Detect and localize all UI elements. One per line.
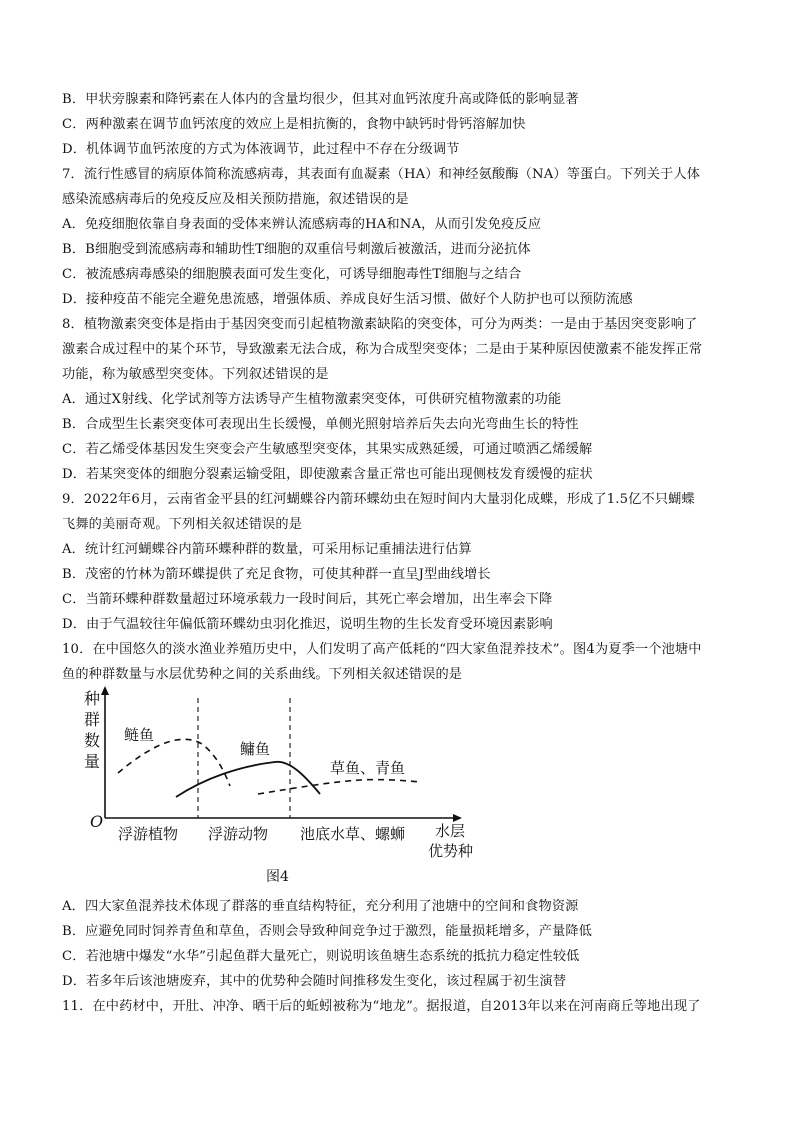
y-axis-arrow — [101, 686, 109, 695]
curve-label: 鳙鱼 — [240, 740, 271, 758]
option-b: B．合成型生长素突变体可表现出生长缓慢，单侧光照射培养后失去向光弯曲生长的特性 — [62, 417, 579, 432]
y-axis-label-char: 数 — [84, 731, 101, 750]
option-b: B．B细胞受到流感病毒和辅助性T细胞的双重信号刺激后被激活，进而分泌抗体 — [62, 242, 531, 257]
question-8-stem: 8．植物激素突变体是指由于基因突变而引起植物激素缺陷的突变体，可分为两类：一是由于基因突变影响了 — [62, 317, 698, 332]
question-7-stem: 7．流行性感冒的病原体简称流感病毒，其表面有血凝素（HA）和神经氨酸酶（NA）等蛋白。下列关于人体 — [62, 167, 701, 182]
question-7-stem: 感染流感病毒后的免疫反应及相关预防措施，叙述错误的是 — [62, 192, 409, 207]
grass-black-carp-curve — [258, 780, 420, 794]
question-11-stem: 11．在中药材中，开肚、冲净、晒干后的蚯蚓被称为“地龙”。据报道，自2013年以来在河南商丘等地出现了 — [62, 999, 701, 1014]
zone-label: 池底水草、螺蛳 — [300, 825, 406, 843]
zone-label: 浮游植物 — [118, 825, 179, 843]
figure-4 — [80, 686, 485, 892]
y-axis-label-char: 群 — [84, 710, 101, 729]
option-c: C．若乙烯受体基因发生突变会产生敏感型突变体，其果实成熟延缓，可通过喷洒乙烯缓解 — [62, 442, 593, 457]
zone-label: 浮游动物 — [208, 825, 269, 843]
curve-label: 草鱼、青鱼 — [330, 759, 406, 777]
option-d: D．由于气温较往年偏低箭环蝶幼虫羽化推迟，说明生物的生长发育受环境因素影响 — [62, 617, 553, 632]
option-c: C．被流感病毒感染的细胞膜表面可发生变化，可诱导细胞毒性T细胞与之结合 — [62, 267, 522, 282]
text-line: C．两种激素在调节血钙浓度的效应上是相抗衡的，食物中缺钙时骨钙溶解加快 — [62, 117, 526, 132]
figure-caption: 图4 — [266, 869, 289, 885]
option-a: A．四大家鱼混养技术体现了群落的垂直结构特征，充分利用了池塘中的空间和食物资源 — [62, 899, 579, 914]
option-b: B．应避免同时饲养青鱼和草鱼，否则会导致种间竞争过于激烈，能量损耗增多，产量降低 — [62, 924, 592, 939]
option-d: D．若某突变体的细胞分裂素运输受阻，即使激素含量正常也可能出现侧枝发育缓慢的症状 — [62, 467, 593, 482]
x-axis-label: 优势种 — [428, 842, 474, 860]
fish-population-diagram — [80, 686, 485, 892]
option-c: C．当箭环蝶种群数量超过环境承载力一段时间后，其死亡率会增加，出生率会下降 — [62, 592, 553, 607]
text-line: D．机体调节血钙浓度的方式为体液调节，此过程中不存在分级调节 — [62, 142, 460, 157]
silver-carp-curve — [118, 739, 230, 786]
y-axis-label-char: 种 — [84, 689, 101, 708]
y-axis-label-char: 量 — [84, 752, 101, 771]
option-c: C．若池塘中爆发“水华”引起鱼群大量死亡，则说明该鱼塘生态系统的抵抗力稳定性较低 — [62, 949, 580, 964]
curve-label: 鲢鱼 — [124, 726, 155, 744]
option-a: A．免疫细胞依靠自身表面的受体来辨认流感病毒的HA和NA，从而引发免疫反应 — [62, 217, 542, 232]
origin-label: O — [90, 812, 104, 831]
option-d: D．若多年后该池塘废弃，其中的优势种会随时间推移发生变化，该过程属于初生演替 — [62, 974, 567, 989]
x-axis-label: 水层 — [435, 822, 466, 840]
question-9-stem: 飞舞的美丽奇观。下列相关叙述错误的是 — [62, 517, 303, 532]
option-b: B．茂密的竹林为箭环蝶提供了充足食物，可使其种群一直呈J型曲线增长 — [62, 567, 491, 582]
option-d: D．接种疫苗不能完全避免患流感，增强体质、养成良好生活习惯、做好个人防护也可以预防流感 — [62, 292, 633, 307]
text-line: B．甲状旁腺素和降钙素在人体内的含量均很少，但其对血钙浓度升高或降低的影响显著 — [62, 92, 579, 107]
question-8-stem: 激素合成过程中的某个环节，导致激素无法合成，称为合成型突变体；二是由于某种原因使激素不能发挥正常 — [62, 342, 703, 357]
question-10-stem: 10．在中国悠久的淡水渔业养殖历史中，人们发明了高产低耗的“四大家鱼混养技术”。图4为夏季一个池塘中 — [62, 642, 702, 657]
x-axis-arrow — [453, 814, 462, 822]
question-8-stem: 功能，称为敏感型突变体。下列叙述错误的是 — [62, 367, 329, 382]
question-10-stem: 鱼的种群数量与水层优势种之间的关系曲线。下列相关叙述错误的是 — [62, 667, 463, 682]
question-9-stem: 9．2022年6月，云南省金平县的红河蝴蝶谷内箭环蝶幼虫在短时间内大量羽化成蝶，形成了1.5亿不只蝴蝶 — [62, 492, 695, 507]
option-a: A．通过X射线、化学试剂等方法诱导产生植物激素突变体，可供研究植物激素的功能 — [62, 392, 562, 407]
option-a: A．统计红河蝴蝶谷内箭环蝶种群的数量，可采用标记重捕法进行估算 — [62, 542, 472, 557]
